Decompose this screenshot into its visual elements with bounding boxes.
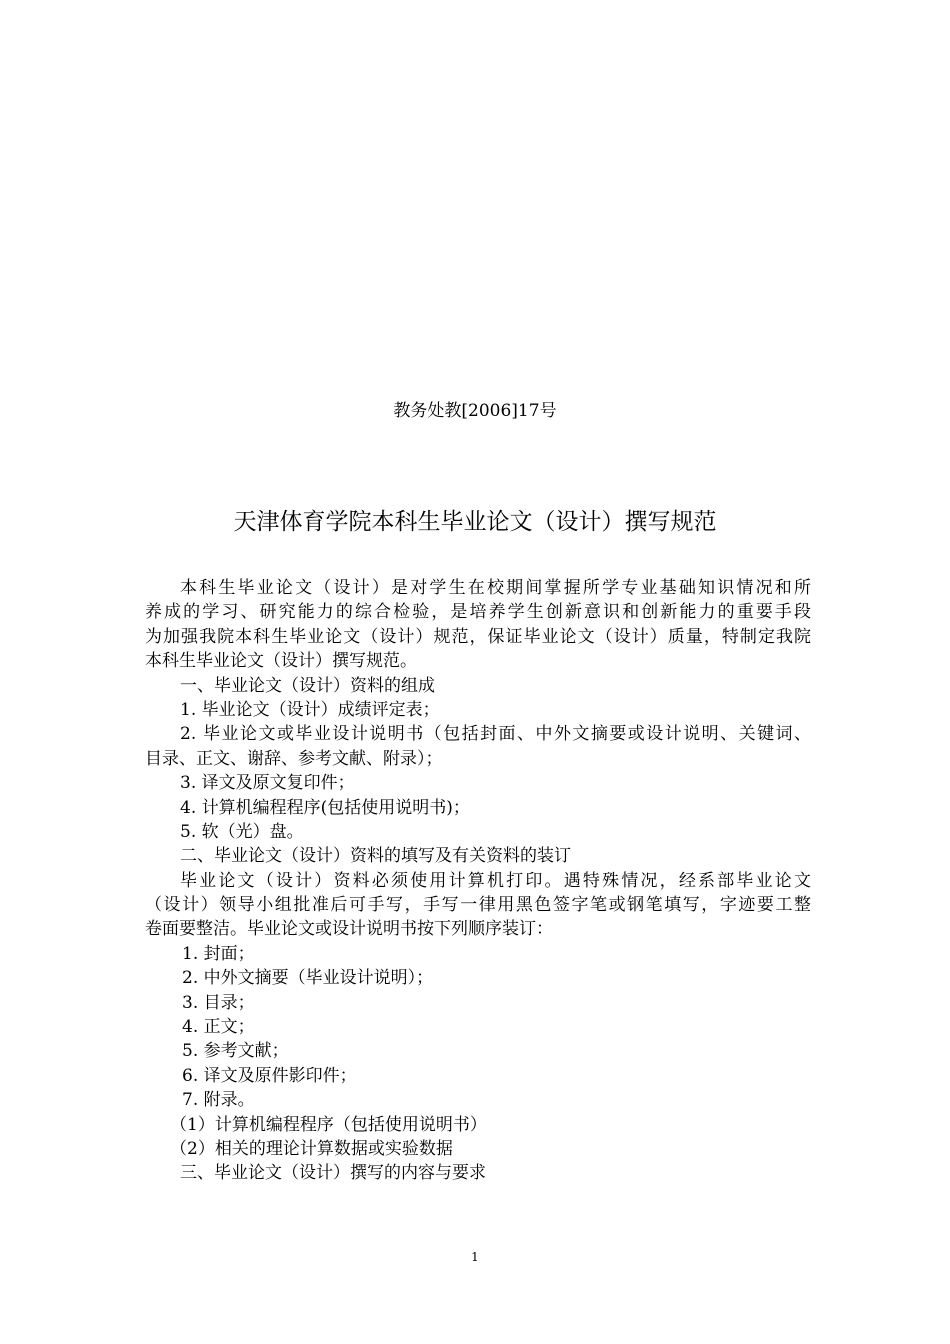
- section-heading: 三、毕业论文（设计）撰写的内容与要求: [180, 1163, 486, 1184]
- body-paragraph-line: 为加强我院本科生毕业论文（设计）规范，保证毕业论文（设计）质量，特制定我院: [145, 626, 811, 647]
- body-paragraph-line: 本科生毕业论文（设计）撰写规范。: [145, 651, 417, 672]
- section-heading: 一、毕业论文（设计）资料的组成: [180, 675, 435, 696]
- list-item: 1. 封面；: [182, 943, 255, 964]
- list-item: 3. 目录；: [182, 992, 255, 1013]
- list-item: 3. 译文及原文复印件；: [180, 773, 355, 794]
- body-paragraph-line: 本科生毕业论文（设计）是对学生在校期间掌握所学专业基础知识情况和所: [180, 578, 811, 598]
- list-item-continuation: 目录、正文、谢辞、参考文献、附录）；: [145, 748, 443, 769]
- page-number: 1: [471, 1250, 479, 1264]
- list-item: 5. 参考文献；: [182, 1041, 289, 1062]
- list-item: 7. 附录。: [182, 1090, 255, 1111]
- document-title: 天津体育学院本科生毕业论文（设计）撰写规范: [233, 509, 717, 535]
- body-paragraph-line: 卷面要整洁。毕业论文或设计说明书按下列顺序装订：: [145, 919, 553, 940]
- body-paragraph-line: 养成的学习、研究能力的综合检验，是培养学生创新意识和创新能力的重要手段: [145, 602, 811, 623]
- list-item: 4. 正文；: [182, 1017, 255, 1038]
- sub-list-item: （2）相关的理论计算数据或实验数据: [170, 1138, 453, 1159]
- list-item: 2. 中外文摘要（毕业设计说明）；: [182, 968, 434, 989]
- document-body: [145, 576, 811, 1186]
- sub-list-item: （1）计算机编程程序（包括使用说明书）: [170, 1114, 487, 1135]
- list-item: 4. 计算机编程程序(包括使用说明书)；: [180, 797, 470, 818]
- section-heading: 二、毕业论文（设计）资料的填写及有关资料的装订: [180, 846, 571, 867]
- document-number: 教务处教[2006]17号: [393, 401, 557, 421]
- body-paragraph-line: 毕业论文（设计）资料必须使用计算机打印。遇特殊情况，经系部毕业论文: [180, 870, 811, 891]
- list-item: 2. 毕业论文或毕业设计说明书（包括封面、中外文摘要或设计说明、关键词、: [180, 724, 811, 745]
- list-item: 1. 毕业论文（设计）成绩评定表；: [180, 699, 440, 720]
- list-item: 5. 软（光）盘。: [180, 821, 304, 842]
- list-item: 6. 译文及原件影印件；: [182, 1065, 357, 1086]
- body-paragraph-line: （设计）领导小组批准后可手写，手写一律用黑色签字笔或钢笔填写，字迹要工整: [145, 895, 811, 916]
